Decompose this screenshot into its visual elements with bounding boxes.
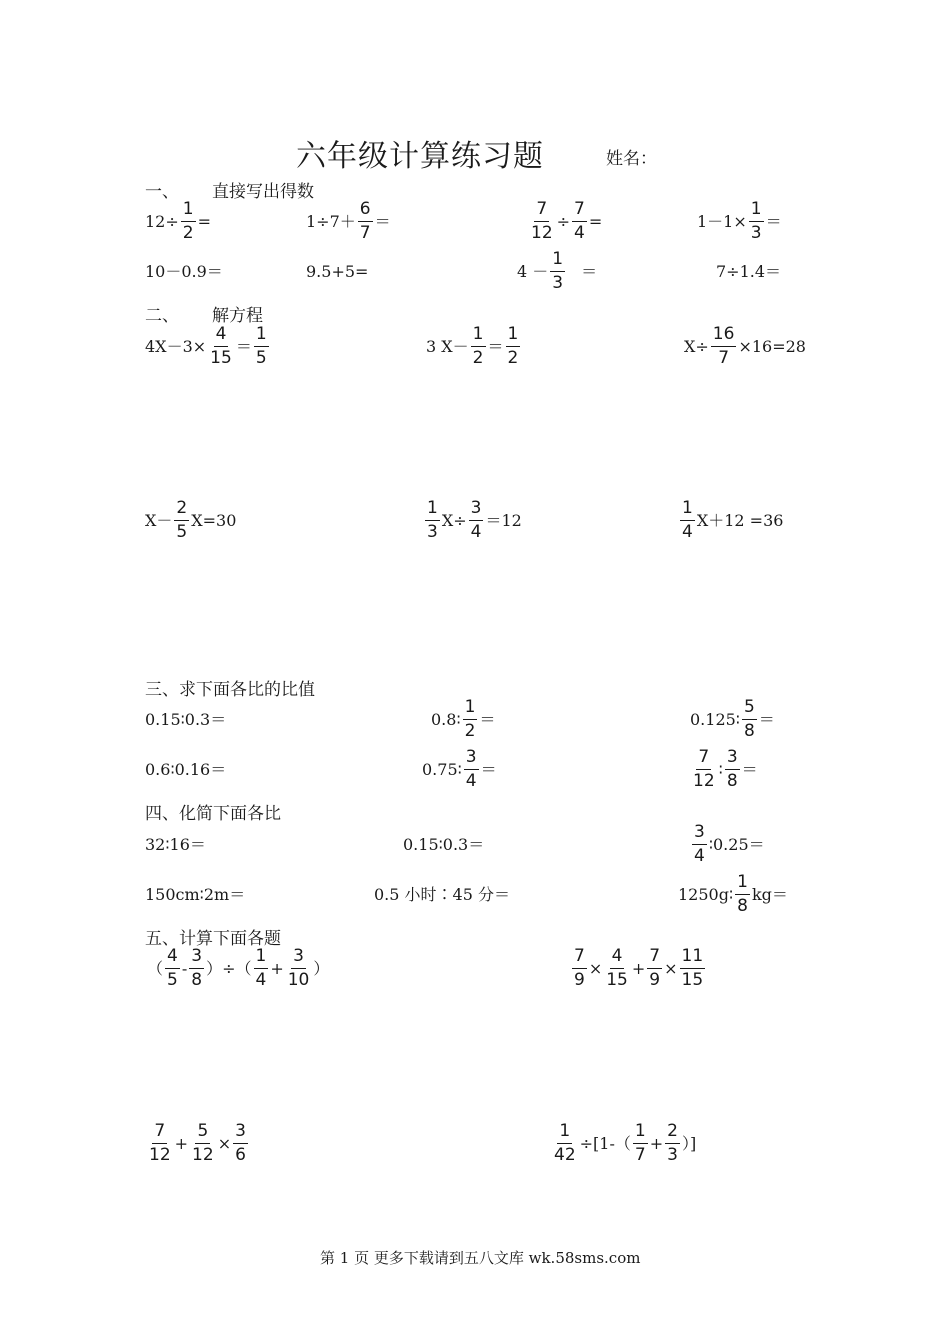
expr-text: 0.5 小时∶45 分＝	[374, 885, 510, 904]
denominator: 42	[554, 1145, 576, 1165]
denominator: 8	[743, 721, 755, 741]
expr-text: 4 －	[517, 261, 549, 281]
numerator: 7	[572, 948, 587, 969]
s3-ratio-5	[422, 749, 497, 790]
fraction	[189, 948, 204, 989]
expr-text: ∶	[718, 759, 723, 779]
s2-equation-4	[145, 500, 236, 541]
fraction	[572, 201, 587, 242]
numerator: 11	[680, 948, 706, 969]
numerator: 1	[254, 948, 269, 969]
numerator: 1	[181, 201, 196, 222]
expr-text: ∶0.25＝	[708, 834, 765, 854]
expr-text: X－	[145, 510, 173, 530]
s2-equation-5	[423, 500, 522, 541]
fraction	[233, 1123, 248, 1164]
s3-ratio-3	[690, 699, 775, 740]
expr-text: ＝12	[485, 510, 522, 530]
expr-text: ÷[1-（	[579, 1133, 631, 1153]
fraction	[550, 251, 565, 292]
expr-text: 9.5+5=	[306, 262, 369, 281]
s2-equation-3	[684, 326, 806, 367]
s2-equation-1	[145, 326, 271, 367]
expr-text: 0.75∶	[422, 759, 462, 779]
page-title: 六年级计算练习题	[296, 139, 544, 174]
fraction	[174, 500, 189, 541]
expr-text: ＝	[758, 709, 775, 729]
expr-text: X÷	[441, 510, 467, 530]
fraction	[647, 948, 662, 989]
s5-problem-4	[550, 1123, 696, 1164]
s5-problem-1	[147, 948, 329, 989]
expr-text: 10－0.9＝	[145, 262, 223, 281]
fraction	[286, 948, 312, 989]
fraction	[552, 1123, 578, 1164]
fraction	[165, 948, 180, 989]
denominator: 6	[235, 1145, 246, 1165]
s5-problem-3	[145, 1123, 250, 1164]
denominator: 4	[694, 846, 705, 866]
denominator: 5	[176, 522, 188, 542]
s1-expression-8	[716, 264, 781, 280]
fraction	[529, 201, 555, 242]
fraction	[147, 1123, 173, 1164]
section-1-number: 一、	[145, 182, 179, 202]
fraction	[725, 749, 740, 790]
denominator: 8	[726, 771, 738, 791]
s3-ratio-1	[145, 712, 226, 728]
expr-text: +	[270, 958, 284, 978]
expr-text: 12÷	[145, 211, 179, 231]
fraction	[735, 874, 750, 915]
numerator: 1	[633, 1123, 648, 1144]
expr-text: +	[649, 1133, 664, 1153]
s4-ratio-6	[678, 874, 788, 915]
expr-text: ×16=28	[738, 336, 806, 356]
expr-text: ×	[588, 958, 603, 978]
fraction	[464, 749, 479, 790]
fraction	[680, 500, 695, 541]
denominator: 7	[718, 348, 730, 368]
numerator: 4	[165, 948, 180, 969]
expr-text: ÷	[556, 211, 571, 231]
fraction	[190, 1123, 216, 1164]
numerator: 3	[291, 948, 306, 969]
denominator: 2	[182, 223, 194, 243]
expr-text: ＝	[765, 211, 782, 231]
denominator: 3	[667, 1145, 678, 1165]
denominator: 9	[574, 970, 585, 990]
s4-ratio-3	[690, 824, 765, 865]
numerator: 7	[572, 201, 587, 222]
expr-text: ＝	[374, 211, 391, 231]
expr-text: 7÷1.4＝	[716, 262, 782, 281]
numerator: 16	[711, 326, 737, 347]
s4-ratio-1	[145, 837, 206, 853]
numerator: 7	[647, 948, 662, 969]
s1-expression-6	[306, 264, 368, 280]
s4-ratio-4	[145, 887, 245, 903]
denominator: 2	[507, 348, 519, 368]
numerator: 1	[254, 326, 269, 347]
expr-text: X=30	[191, 510, 237, 530]
denominator: 5	[167, 970, 178, 990]
denominator: 8	[737, 896, 748, 916]
expr-text: 1÷7＋	[306, 211, 356, 231]
expr-text: kg＝	[751, 884, 788, 904]
s3-ratio-6	[689, 749, 758, 790]
s4-ratio-2	[403, 837, 484, 853]
fraction	[749, 201, 764, 242]
numerator: 1	[680, 500, 695, 521]
expr-text: ＝	[479, 709, 496, 729]
expr-text: 1－1×	[697, 211, 747, 231]
numerator: 3	[233, 1123, 248, 1144]
numerator: 1	[550, 251, 565, 272]
expr-text: ＝	[741, 759, 758, 779]
denominator: 12	[149, 1145, 171, 1165]
s1-expression-2	[306, 201, 391, 242]
numerator: 2	[665, 1123, 680, 1144]
fraction	[691, 749, 717, 790]
denominator: 9	[649, 970, 661, 990]
denominator: 12	[192, 1145, 214, 1165]
expr-text: ＝	[581, 261, 598, 281]
expr-text: （	[147, 958, 164, 978]
section-2-title: 解方程	[212, 306, 263, 326]
expr-text: +	[174, 1133, 189, 1153]
s1-expression-4	[697, 201, 782, 242]
expr-text: 0.15∶0.3＝	[403, 835, 485, 854]
expr-text: 0.8∶	[431, 709, 461, 729]
s3-ratio-2	[431, 699, 495, 740]
expr-text: =	[588, 211, 603, 231]
expr-text: =	[197, 211, 211, 231]
numerator: 7	[696, 749, 711, 770]
denominator: 4	[470, 522, 482, 542]
denominator: 15	[606, 970, 628, 990]
expr-text: ＝	[235, 336, 252, 356]
section-4-title: 四、化简下面各比	[145, 804, 281, 824]
denominator: 2	[464, 721, 476, 741]
denominator: 7	[359, 223, 371, 243]
expr-text: ）]	[681, 1133, 697, 1153]
numerator: 4	[610, 948, 625, 969]
denominator: 4	[682, 522, 693, 542]
fraction	[633, 1123, 648, 1164]
expr-text: X＋12 =36	[696, 510, 784, 530]
fraction	[665, 1123, 680, 1164]
fraction	[469, 500, 484, 541]
numerator: 1	[463, 699, 478, 720]
denominator: 4	[255, 970, 267, 990]
numerator: 2	[174, 500, 189, 521]
numerator: 3	[464, 749, 479, 770]
numerator: 3	[189, 948, 204, 969]
section-1-title: 直接写出得数	[212, 182, 314, 202]
numerator: 1	[557, 1123, 572, 1144]
s3-ratio-4	[145, 762, 226, 778]
numerator: 7	[534, 201, 549, 222]
denominator: 10	[287, 970, 310, 990]
expr-text: 1250g∶	[678, 884, 734, 904]
expr-text: ）	[313, 958, 330, 978]
denominator: 3	[552, 273, 564, 293]
fraction	[506, 326, 521, 367]
numerator: 1	[749, 201, 764, 222]
fraction	[711, 326, 737, 367]
expr-text: +	[631, 958, 646, 978]
numerator: 1	[735, 874, 750, 895]
expr-text: ）÷（	[206, 958, 252, 978]
denominator: 12	[531, 223, 553, 243]
s1-expression-1	[145, 201, 211, 242]
expr-text: 3 X－	[426, 336, 469, 356]
denominator: 4	[465, 771, 477, 791]
s5-problem-2	[570, 948, 707, 989]
section-2-number: 二、	[145, 306, 179, 326]
numerator: 1	[471, 326, 486, 347]
expr-text: ＝	[487, 336, 504, 356]
fraction	[254, 326, 269, 367]
fraction	[680, 948, 706, 989]
numerator: 1	[506, 326, 521, 347]
fraction	[742, 699, 757, 740]
expr-text: 32∶16＝	[145, 835, 206, 854]
denominator: 3	[427, 522, 438, 542]
name-label: 姓名：	[606, 149, 657, 169]
numerator: 1	[425, 500, 440, 521]
expr-text: 0.6∶0.16＝	[145, 760, 227, 779]
section-5-title: 五、计算下面各题	[145, 929, 281, 949]
s2-equation-6	[678, 500, 783, 541]
expr-text: 0.125∶	[690, 709, 740, 729]
expr-text: 0.15∶0.3＝	[145, 710, 227, 729]
expr-text: 4X－3×	[145, 336, 207, 356]
denominator: 4	[574, 223, 585, 243]
section-3-title: 三、求下面各比的比值	[145, 680, 315, 700]
numerator: 3	[725, 749, 740, 770]
fraction	[208, 326, 234, 367]
denominator: 7	[634, 1145, 646, 1165]
fraction	[425, 500, 440, 541]
denominator: 5	[255, 348, 267, 368]
s1-expression-7	[517, 251, 597, 292]
fraction	[181, 201, 196, 242]
fraction	[254, 948, 269, 989]
s1-expression-3	[527, 201, 602, 242]
fraction	[463, 699, 478, 740]
expr-text: X÷	[684, 336, 709, 356]
fraction	[572, 948, 587, 989]
fraction	[604, 948, 630, 989]
denominator: 12	[693, 771, 715, 791]
fraction	[358, 201, 373, 242]
numerator: 7	[152, 1123, 167, 1144]
denominator: 3	[750, 223, 762, 243]
numerator: 5	[742, 699, 757, 720]
numerator: 3	[692, 824, 707, 845]
numerator: 5	[195, 1123, 210, 1144]
numerator: 3	[469, 500, 484, 521]
denominator: 15	[681, 970, 704, 990]
denominator: 15	[210, 348, 232, 368]
numerator: 6	[358, 201, 373, 222]
expr-text: 150cm∶2m＝	[145, 885, 246, 904]
expr-text: ＝	[480, 759, 497, 779]
expr-text: -	[181, 958, 188, 978]
expr-text: ×	[664, 958, 678, 978]
s2-equation-2	[426, 326, 522, 367]
page-footer: 第 1 页 更多下载请到五八文库 wk.58sms.com	[320, 1249, 641, 1267]
fraction	[471, 326, 486, 367]
denominator: 2	[472, 348, 484, 368]
s4-ratio-5	[374, 887, 510, 903]
s1-expression-5	[145, 264, 223, 280]
expr-text: ×	[217, 1133, 232, 1153]
fraction	[692, 824, 707, 865]
denominator: 8	[191, 970, 203, 990]
numerator: 4	[214, 326, 229, 347]
